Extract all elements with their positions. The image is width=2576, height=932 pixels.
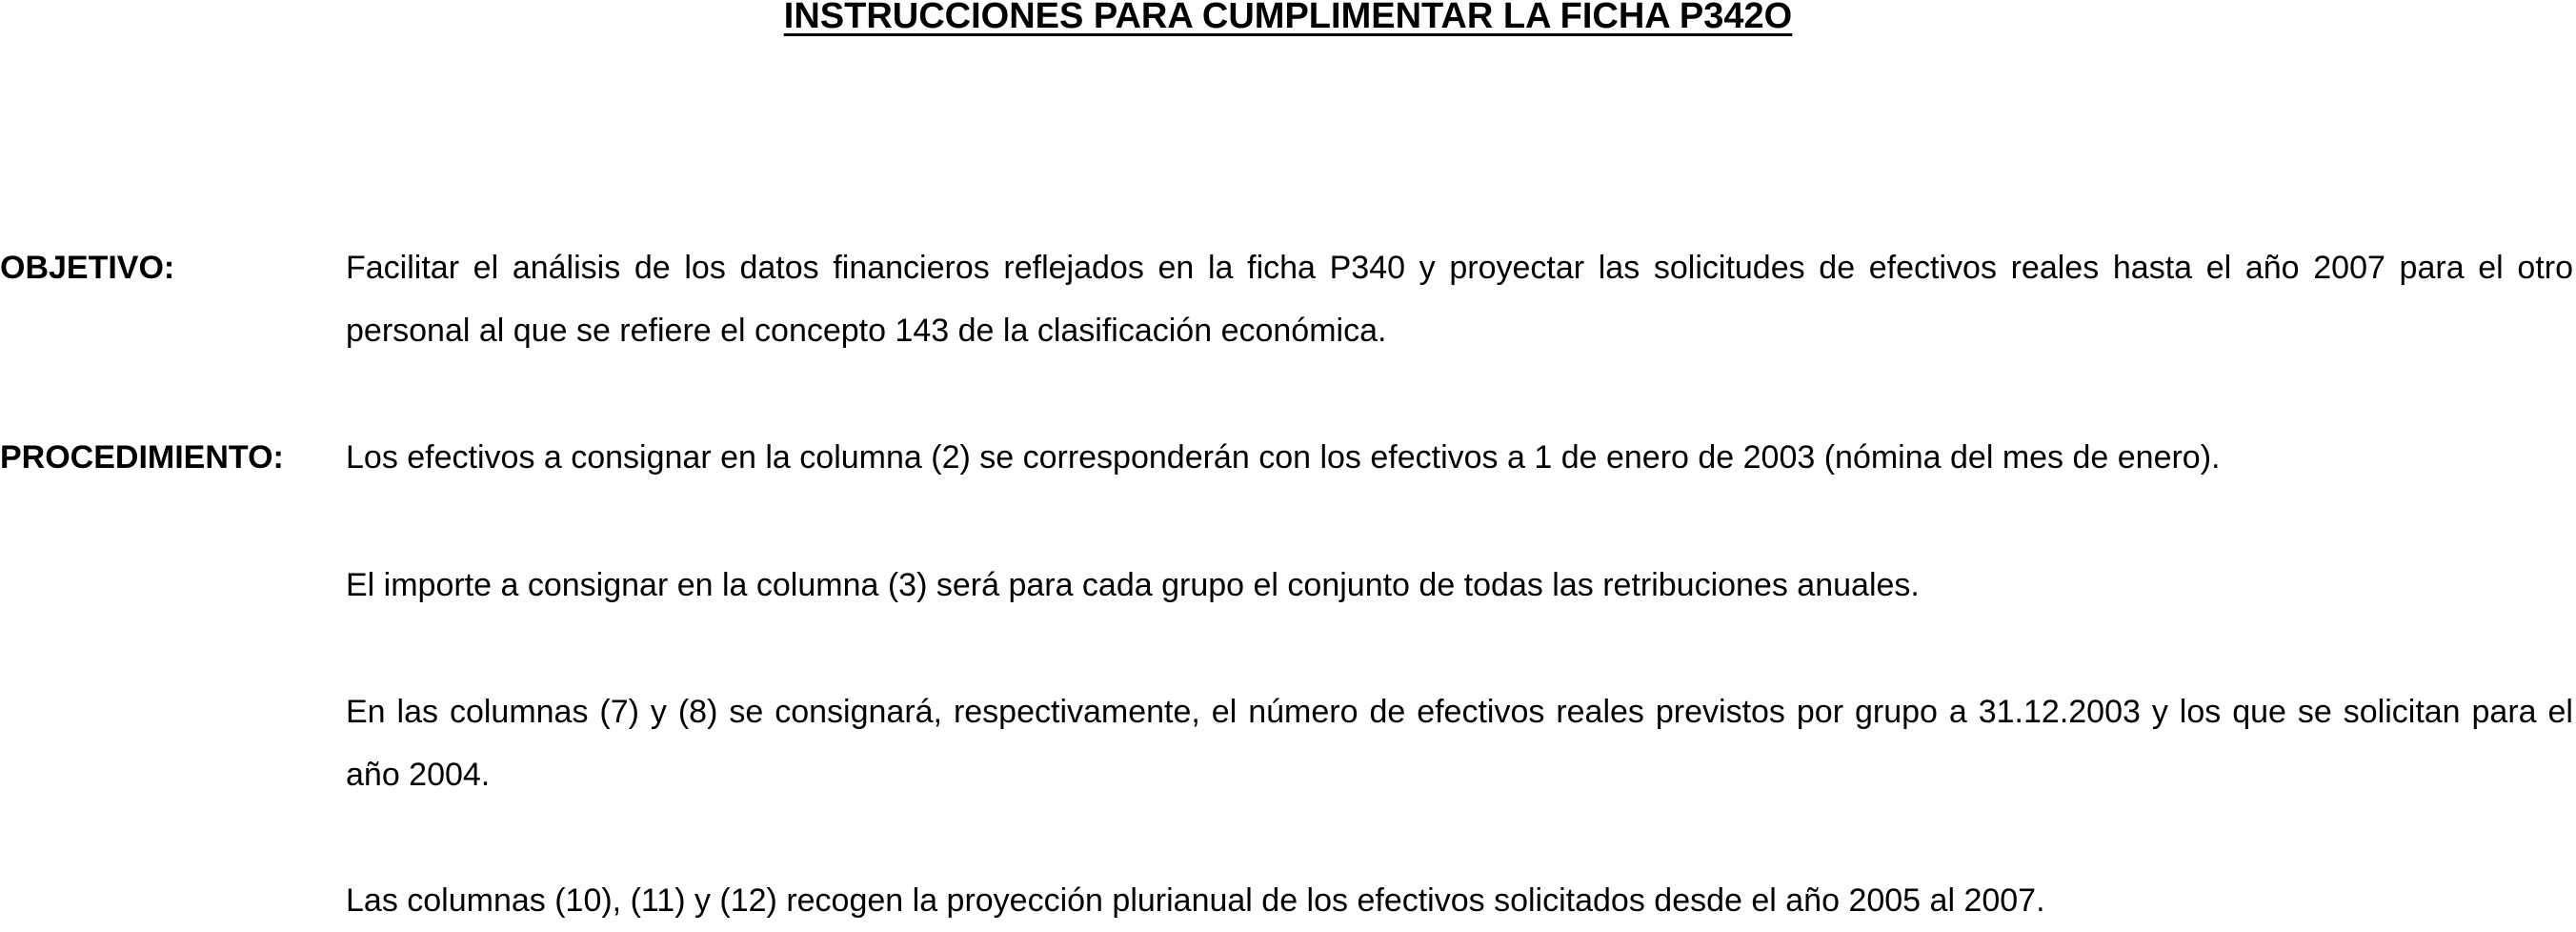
procedimiento-paragraph-3: En las columnas (7) y (8) se consignará, respectivamente, el número de efectivos reales previstos por grupo a 31.12.2003 y los que se solicitan para el año 2004. <box>346 694 2573 793</box>
section-label-procedimiento: PROCEDIMIENTO: <box>0 439 284 476</box>
objetivo-paragraph: Facilitar el análisis de los datos financieros reflejados en la ficha P340 y proyectar las solicitudes de efectivos reales hasta el año 2007 para el otro personal al que se refiere el concepto 143 de la clasificación económica. <box>346 250 2573 349</box>
procedimiento-paragraph-1: Los efectivos a consignar en la columna (2) se corresponderán con los efectivos a 1 de enero de 2003 (nómina del mes de enero). <box>346 439 2221 476</box>
procedimiento-paragraph-2: El importe a consignar en la columna (3) será para cada grupo el conjunto de todas las retribuciones anuales. <box>346 567 1920 603</box>
document-title <box>0 0 2576 40</box>
section-label-objetivo: OBJETIVO: <box>0 250 175 286</box>
document-title-text: INSTRUCCIONES PARA CUMPLIMENTAR LA FICHA P342O <box>783 0 1793 36</box>
procedimiento-paragraph-4: Las columnas (10), (11) y (12) recogen la proyección plurianual de los efectivos solicitados desde el año 2005 al 2007. <box>346 882 2045 919</box>
